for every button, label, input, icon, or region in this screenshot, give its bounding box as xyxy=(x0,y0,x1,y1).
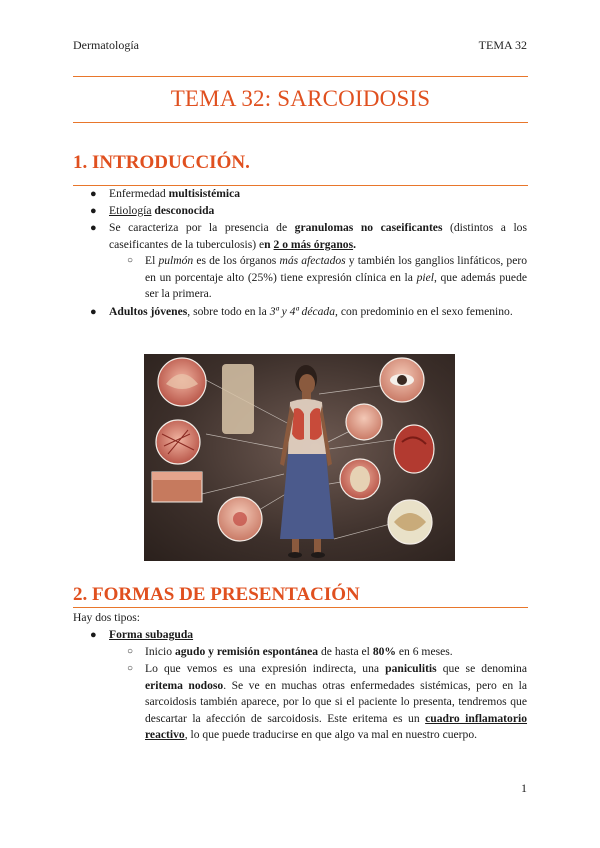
title-bottom-rule xyxy=(73,122,528,123)
bullet-icon: ● xyxy=(90,222,97,234)
sarcoidosis-illustration xyxy=(144,354,455,561)
sublist-item-inicio: Inicio agudo y remisión espontánea de hasta el 80% en 6 meses. xyxy=(145,645,453,658)
section-heading-introduccion: 1. INTRODUCCIÓN. xyxy=(73,152,250,173)
circle-bullet-icon: ○ xyxy=(127,255,134,266)
circle-bullet-icon: ○ xyxy=(127,663,134,674)
bullet-icon: ● xyxy=(90,629,97,641)
list-item-forma-subaguda: Forma subaguda xyxy=(109,628,194,641)
list-item-granulomas: Se caracteriza por la presencia de granulomas no caseificantes (distintos a los caseificantes de la tuberculosis) en 2 o más órganos. xyxy=(109,221,527,251)
list-item-multisistemica: Enfermedad multisistémica xyxy=(109,187,241,200)
heart-inset xyxy=(394,425,434,473)
list-item-etiologia: Etiología desconocida xyxy=(109,204,215,217)
list-item-adultos-jovenes: Adultos jóvenes, sobre todo en la 3ª y 4ª década, con predominio en el sexo femenino. xyxy=(109,305,513,318)
bullet-icon: ● xyxy=(90,205,97,217)
bullet-icon: ● xyxy=(90,306,97,318)
circle-bullet-icon: ○ xyxy=(127,646,134,657)
page-number: 1 xyxy=(521,781,527,795)
sublist-item-eritema: Lo que vemos es una expresión indirecta, una paniculitis que se denomina eritema nodoso. Se ve en muchas otras enfermedades sistémicas, pero en la sarcoidosis también aparece, por lo que si el paciente lo presenta, tendremos que descartar la afección de sarcoidosis. Este eritema es un cuadro inflamatorio reactivo, lo que puede traducirse en que algo va mal en nuestro cuerpo. xyxy=(145,662,528,741)
section2-intro: Hay dos tipos: xyxy=(73,611,140,624)
trachea-inset xyxy=(222,364,254,434)
bullet-icon: ● xyxy=(90,188,97,200)
header-subject: Dermatología xyxy=(73,38,139,52)
section-heading-formas: 2. FORMAS DE PRESENTACIÓN xyxy=(73,584,360,605)
figure-woman xyxy=(280,365,334,558)
illustration-svg xyxy=(144,354,455,561)
skin-plaque-inset xyxy=(346,404,382,440)
sublist-item-pulmon: El pulmón es de los órganos más afectados y también los ganglios linfáticos, pero en un porcentaje alto (25%) tiene expresión clínica en la piel, que además puede ser la primera. xyxy=(145,254,528,300)
title-top-rule xyxy=(73,76,528,77)
page-title: TEMA 32: SARCOIDOSIS xyxy=(170,86,431,111)
header-topic: TEMA 32 xyxy=(478,38,527,52)
section2-rule xyxy=(73,607,528,608)
